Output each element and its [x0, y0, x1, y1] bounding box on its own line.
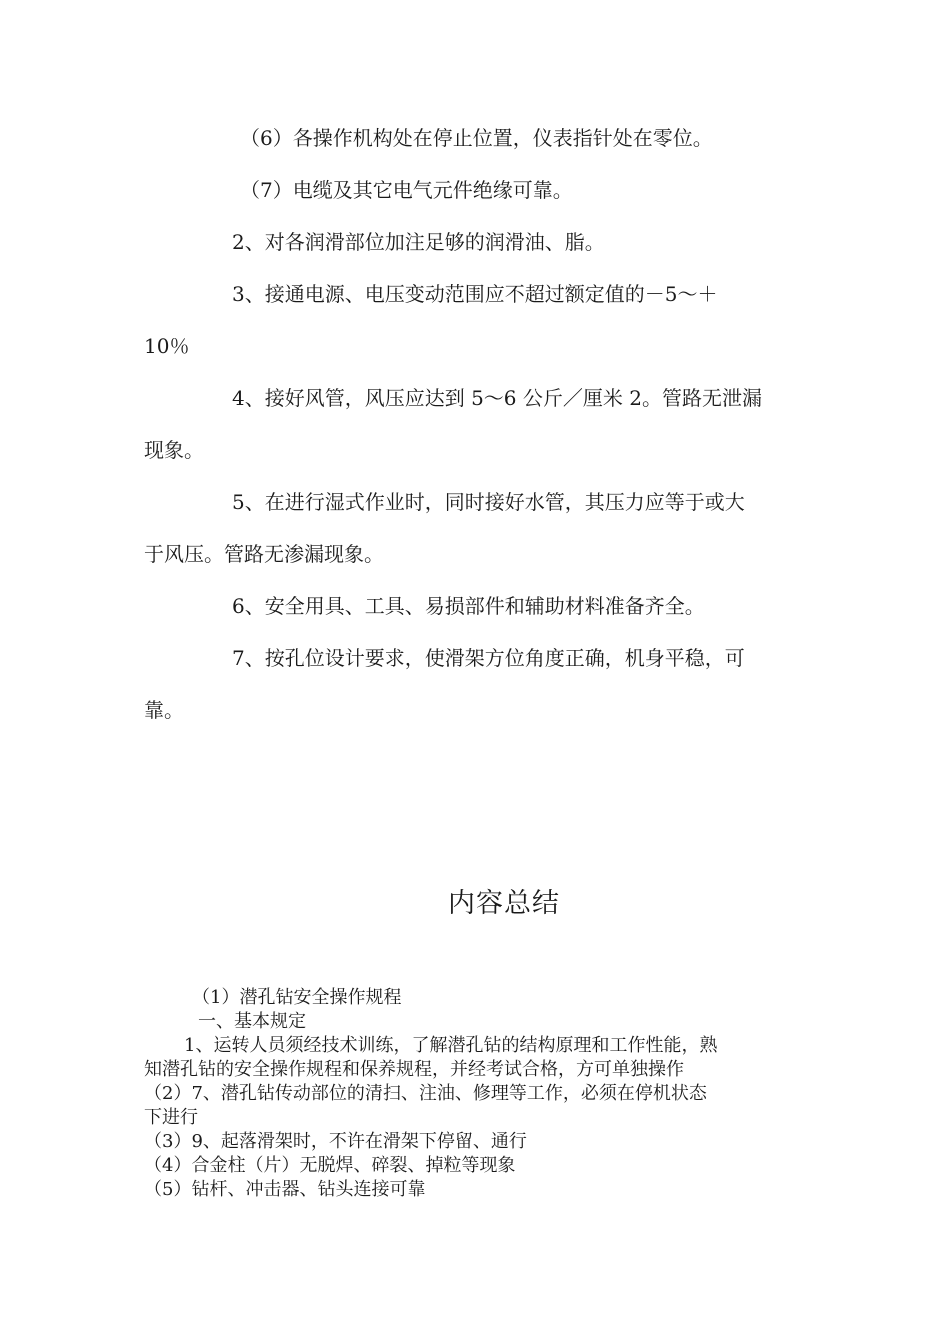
- paragraph-line: 4、接好风管，风压应达到 5～6 公斤／厘米 2。管路无泄漏: [232, 386, 762, 410]
- paragraph-line: 10％: [144, 334, 190, 358]
- summary-line: （3）9、起落滑架时，不许在滑架下停留、通行: [144, 1131, 527, 1152]
- summary-line: （2）7、潜孔钻传动部位的清扫、注油、修理等工作，必须在停机状态: [144, 1083, 707, 1104]
- body-text: [144, 112, 806, 736]
- paragraph-line: 6、安全用具、工具、易损部件和辅助材料准备齐全。: [232, 594, 705, 618]
- paragraph-line: 现象。: [144, 438, 204, 462]
- paragraph-line: 3、接通电源、电压变动范围应不超过额定值的－5～＋: [232, 282, 718, 306]
- paragraph-line: 2、对各润滑部位加注足够的润滑油、脂。: [232, 230, 605, 254]
- summary-text: [144, 986, 808, 1202]
- paragraph-line: （6）各操作机构处在停止位置，仪表指针处在零位。: [240, 126, 713, 150]
- paragraph-line: （7）电缆及其它电气元件绝缘可靠。: [240, 178, 573, 202]
- summary-line: （1）潜孔钻安全操作规程: [192, 987, 402, 1008]
- paragraph-line: 5、在进行湿式作业时，同时接好水管，其压力应等于或大: [232, 490, 745, 514]
- summary-line: （5）钻杆、冲击器、钻头连接可靠: [144, 1179, 426, 1200]
- paragraph-line: 靠。: [144, 698, 184, 722]
- paragraph-line: 7、按孔位设计要求，使滑架方位角度正确，机身平稳，可: [232, 646, 745, 670]
- summary-line: 知潜孔钻的安全操作规程和保养规程，并经考试合格，方可单独操作: [144, 1059, 684, 1080]
- summary-line: 1、运转人员须经技术训练，了解潜孔钻的结构原理和工作性能，熟: [184, 1035, 718, 1056]
- summary-heading: 内容总结: [448, 888, 560, 919]
- summary-line: 下进行: [144, 1107, 198, 1128]
- summary-line: （4）合金柱（片）无脱焊、碎裂、掉粒等现象: [144, 1155, 516, 1176]
- summary-line: 一、基本规定: [198, 1011, 306, 1032]
- paragraph-line: 于风压。管路无渗漏现象。: [144, 542, 384, 566]
